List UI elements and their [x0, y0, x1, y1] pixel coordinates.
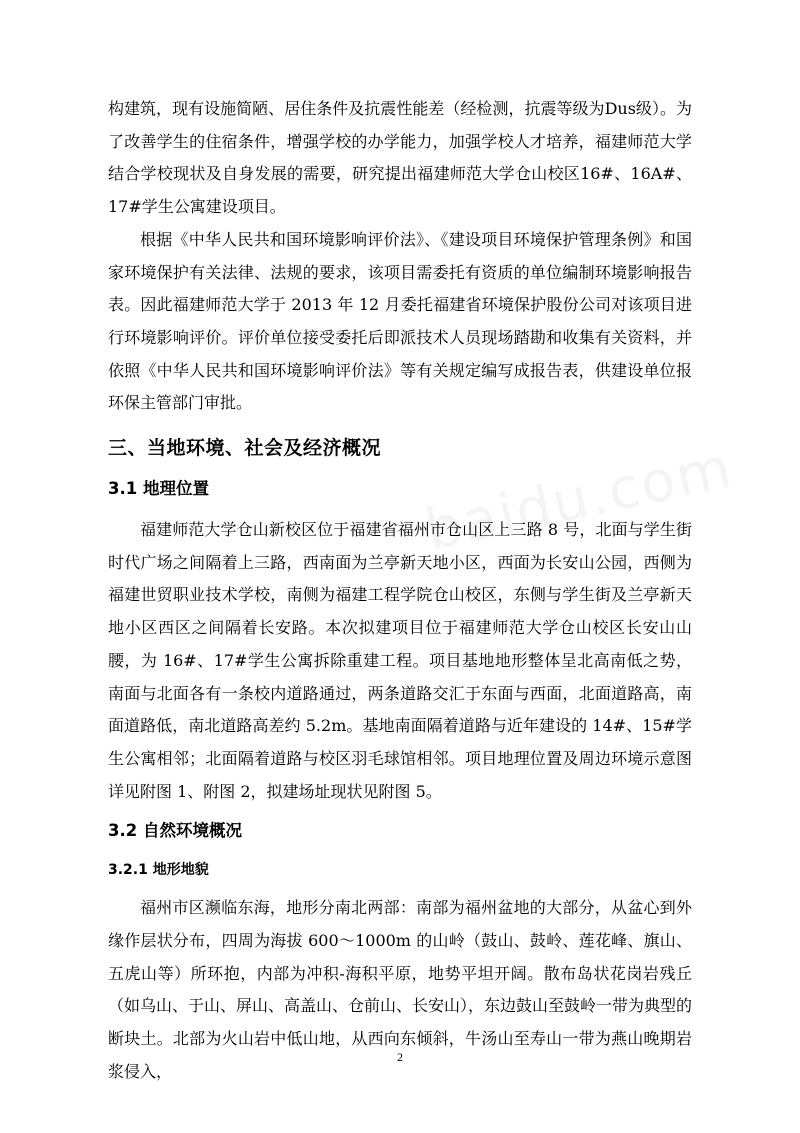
intro-law-paragraph: 根据《中华人民共和国环境影响评价法》、《建设项目环境保护管理条例》和国家环境保护有关法律、法规的要求，该项目需委托有资质的单位编制环境影响报告表。因此福建师范大学于 2013 年 12 月委托福建省环境保护股份公司对该项目进行环境影响评价。评价单位接受委托后即派技术人员现场踏勘和收集有关资料，并依照《中华人民共和国环境影响评价法》等有关规定编写成报告表，供建设单位报环保主管部门审批。 — [108, 229, 692, 413]
intro-continuation-paragraph: 构建筑，现有设施简陋、居住条件及抗震性能差（经检测，抗震等级为Dus级）。为了改善学生的住宿条件，增强学校的办学能力，加强学校人才培养，福建师范大学结合学校现状及自身发展的需要，研究提出福建师范大学仓山校区16#、16A#、17#学生公寓建设项目。 — [108, 99, 692, 217]
section-3-1-heading: 3.1 地理位置 — [108, 479, 209, 499]
terrain-paragraph: 福州市区濒临东海，地形分南北两部：南部为福州盆地的大部分，从盆心到外缘作层状分布，四周为海拔 600～1000m 的山岭（鼓山、鼓岭、莲花峰、旗山、五虎山等）所环抱，内部为冲积-海积平原，地势平坦开阔。散布岛状花岗岩残丘（如乌山、于山、屏山、高盖山、仓前山、长安山），东边鼓山至鼓岭一带为典型的断块土。北部为火山岩中低山地，从西向东倾斜，牛汤山至寿山一带为燕山晚期岩浆侵入， — [108, 898, 693, 1081]
section-3-2-1-heading: 3.2.1 地形地貌 — [108, 862, 209, 879]
geographic-location-paragraph: 福建师范大学仓山新校区位于福建省福州市仓山区上三路 8 号，北面与学生街时代广场之间隔着上三路，西南面为兰亭新天地小区，西面为长安山公园，西侧为福建世贸职业技术学校，南侧为福建工程学院仓山校区，东侧与学生街及兰亭新天地小区西区之间隔着长安路。本次拟建项目位于福建师范大学仓山校区长安山山腰，为 16#、17#学生公寓拆除重建工程。项目基地地形整体呈北高南低之势，南面与北面各有一条校内道路通过，两条道路交汇于东面与西面，北面道路高，南面道路低，南北道路高差约 5.2m。基地南面隔着道路与近年建设的 14#、15#学生公寓相邻；北面隔着道路与校区羽毛球馆相邻。项目地理位置及周边环境示意图详见附图 1、附图 2，拟建场址现状见附图 5。 — [108, 520, 692, 801]
page-content — [108, 93, 692, 1089]
page-number: 2 — [397, 1050, 403, 1064]
section-3-2-heading: 3.2 自然环境概况 — [108, 821, 242, 841]
section-3-heading: 三、当地环境、社会及经济概况 — [108, 437, 382, 460]
